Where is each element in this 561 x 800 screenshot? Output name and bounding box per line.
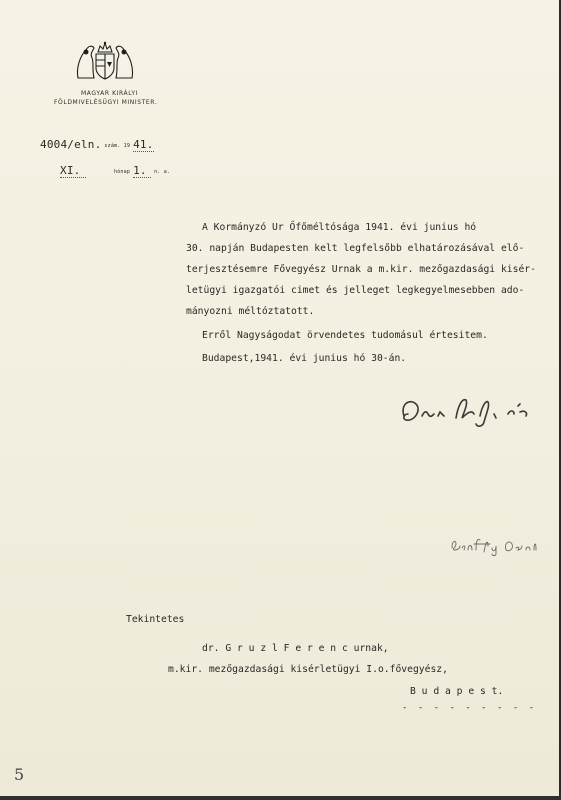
- address-salutation: Tekintetes: [126, 614, 185, 625]
- body-line-3: terjesztésemre Fővegyész Urnak a m.kir. mezőgazdasági kisér-: [186, 264, 536, 275]
- letterhead-line1: MAGYAR KIRÁLYI: [81, 90, 139, 97]
- letterhead-line2: FÖLDMIVELÉSÜGYI MINISTER.: [54, 99, 158, 106]
- body-line-7: Budapest,1941. évi junius hó 30-án.: [202, 353, 407, 364]
- body-line-1: A Kormányzó Ur Őfőméltósága 1941. évi junius hó: [202, 222, 477, 233]
- margin-mark: 5: [14, 765, 25, 784]
- body-line-5: mányozni méltóztatott.: [186, 306, 315, 317]
- reference-number-line: [40, 138, 154, 152]
- address-name: dr. G r u z l F e r e n c urnak,: [202, 643, 389, 654]
- address-underline: - - - - - - - - -: [402, 703, 537, 713]
- reference-date-line: [60, 164, 173, 178]
- address-city: B u d a p e s t.: [410, 686, 504, 697]
- pencil-annotation: [450, 534, 540, 556]
- coat-of-arms-icon: [72, 40, 138, 82]
- body-line-4: letügyi igazgatói cimet és jelleget legkegyelmesebben ado-: [186, 285, 525, 296]
- reference-month: XI.: [60, 164, 86, 178]
- ho-label: hónap: [114, 169, 131, 175]
- body-line-2: 30. napján Budapesten kelt legfelsőbb elhatározásával elő-: [186, 243, 525, 254]
- napjan-label: n. a.: [154, 169, 171, 175]
- reference-day: 1.: [133, 164, 151, 178]
- handwritten-signature: [398, 392, 548, 432]
- reference-number: 4004/eln.: [40, 138, 102, 151]
- address-title: m.kir. mezőgazdasági kisérletügyi I.o.fővegyész,: [168, 664, 448, 675]
- reference-year: 41.: [133, 138, 154, 151]
- page-bottom-edge: [0, 796, 561, 800]
- szam-label: szám. 19: [104, 143, 131, 149]
- body-line-6: Erről Nagyságodat örvendetes tudomásul értesitem.: [202, 330, 488, 341]
